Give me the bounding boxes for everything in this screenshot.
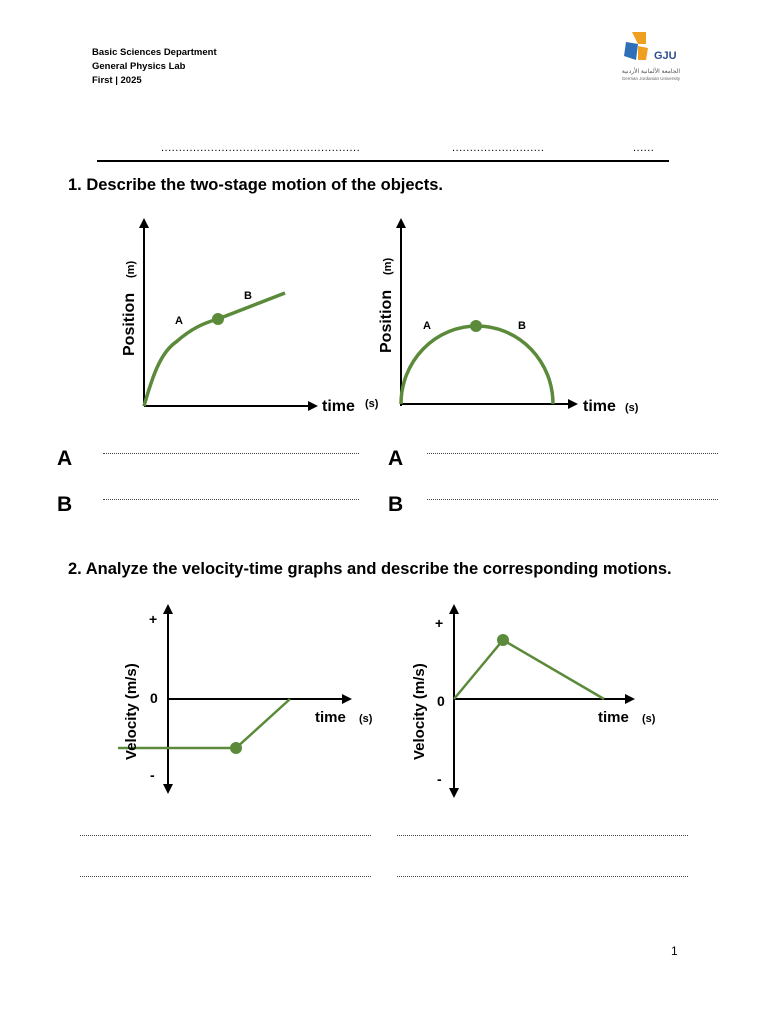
zero-label: 0 bbox=[437, 693, 445, 709]
position-graph-2 bbox=[372, 218, 652, 420]
transition-point bbox=[230, 742, 242, 754]
segment-a-label: A bbox=[175, 315, 183, 327]
header-block bbox=[92, 46, 217, 88]
answer-line-q2-left-1[interactable] bbox=[80, 835, 371, 836]
plus-label: + bbox=[435, 615, 444, 631]
lab-name: General Physics Lab bbox=[92, 61, 186, 72]
transition-point bbox=[212, 313, 224, 325]
y-axis-arrow bbox=[139, 218, 149, 228]
page-number: 1 bbox=[671, 944, 678, 958]
x-axis-label: time bbox=[583, 398, 616, 415]
segment-b-label: B bbox=[244, 290, 252, 302]
velocity-graph-1 bbox=[118, 602, 380, 798]
logo-text: GJU bbox=[654, 50, 677, 62]
y-axis-label: Position bbox=[121, 292, 138, 356]
answer-line-a-left[interactable] bbox=[103, 453, 359, 454]
y-axis-arrow-up bbox=[449, 604, 459, 614]
answer-label-a-left: A bbox=[57, 447, 73, 470]
answer-label-b-right: B bbox=[388, 493, 404, 516]
peak-point bbox=[470, 320, 482, 332]
answer-line-a-right[interactable] bbox=[427, 453, 718, 454]
graph1-x-unit: (s) bbox=[365, 398, 379, 410]
y-axis-arrow-up bbox=[163, 604, 173, 614]
y-axis-unit: (m) bbox=[125, 260, 137, 278]
question-1-text: 1. Describe the two-stage motion of the objects. bbox=[68, 176, 443, 194]
y-axis-label: Velocity (m/s) bbox=[411, 663, 428, 760]
header-divider bbox=[97, 160, 669, 162]
answer-line-q2-right-1[interactable] bbox=[397, 835, 688, 836]
position-curve bbox=[144, 293, 285, 406]
velocity-line bbox=[454, 640, 604, 699]
gju-logo bbox=[598, 30, 680, 88]
zero-label: 0 bbox=[150, 690, 158, 706]
x-axis-arrow bbox=[308, 401, 318, 411]
segment-a-label: A bbox=[423, 320, 431, 332]
position-graph-1 bbox=[112, 218, 360, 420]
minus-label: - bbox=[437, 771, 442, 787]
answer-line-b-left[interactable] bbox=[103, 499, 359, 500]
logo-arabic-text: الجامعة الألمانية الأردنية bbox=[621, 69, 680, 75]
peak-point bbox=[497, 634, 509, 646]
fill-field-3[interactable]: ...... bbox=[633, 142, 655, 154]
gju-logo-icon bbox=[598, 30, 654, 66]
answer-label-b-left: B bbox=[57, 493, 73, 516]
answer-label-a-right: A bbox=[388, 447, 404, 470]
y-axis-label: Position bbox=[378, 289, 395, 353]
answer-line-q2-left-2[interactable] bbox=[80, 876, 371, 877]
answer-line-q2-right-2[interactable] bbox=[397, 876, 688, 877]
y-axis-unit: (m) bbox=[382, 257, 394, 275]
segment-b-label: B bbox=[518, 320, 526, 332]
term-year: First | 2025 bbox=[92, 75, 142, 86]
y-axis-label: Velocity (m/s) bbox=[123, 663, 140, 760]
fill-field-1[interactable]: ........................................................ bbox=[161, 142, 361, 154]
y-axis-arrow-down bbox=[163, 784, 173, 794]
x-axis-arrow bbox=[625, 694, 635, 704]
x-axis-label: time bbox=[322, 398, 355, 415]
x-axis-unit: (s) bbox=[642, 713, 656, 725]
x-axis-unit: (s) bbox=[625, 402, 639, 414]
plus-label: + bbox=[149, 611, 158, 627]
x-axis-unit: (s) bbox=[359, 713, 373, 725]
y-axis-arrow bbox=[396, 218, 406, 228]
x-axis-arrow bbox=[342, 694, 352, 704]
x-axis-label: time bbox=[598, 709, 629, 726]
logo-english-text: German Jordanian University bbox=[621, 76, 680, 81]
x-axis-label: time bbox=[315, 709, 346, 726]
minus-label: - bbox=[150, 767, 155, 783]
x-axis-arrow bbox=[568, 399, 578, 409]
question-2-text: 2. Analyze the velocity-time graphs and describe the corresponding motions. bbox=[68, 560, 672, 578]
velocity-graph-2 bbox=[404, 602, 666, 798]
velocity-line bbox=[118, 699, 290, 748]
answer-line-b-right[interactable] bbox=[427, 499, 718, 500]
position-curve bbox=[401, 326, 553, 404]
fill-field-2[interactable]: .......................... bbox=[452, 142, 545, 154]
y-axis-arrow-down bbox=[449, 788, 459, 798]
department-name: Basic Sciences Department bbox=[92, 47, 217, 58]
